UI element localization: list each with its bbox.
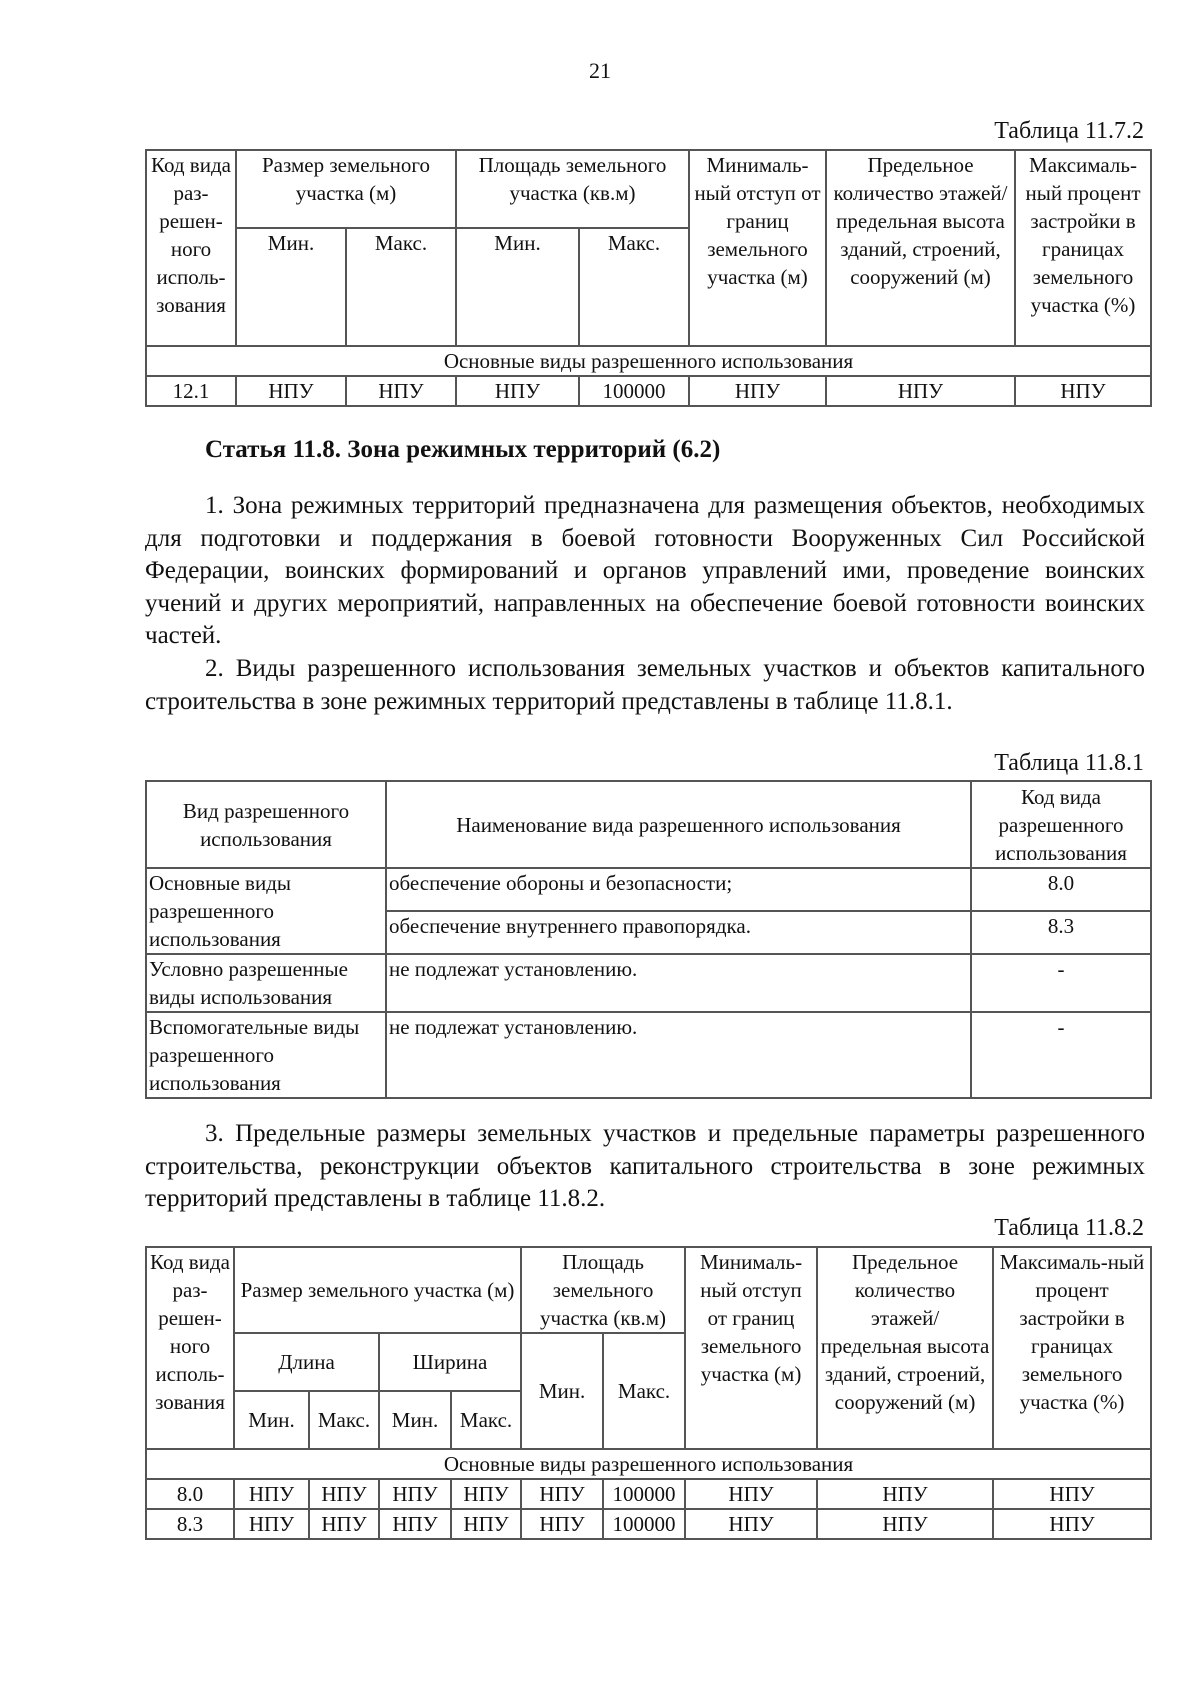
cell: 100000	[579, 376, 689, 406]
paragraph-1: 1. Зона режимных территорий предназначена для размещения объектов, необходимых для подготовки и поддержания в боевой готовности Вооруженных Сил Российской Федерации, воинских формирований и органов управлений ими, проведение воинских учений и других мероприятий, направленных на обеспечение боевой готовности воинских частей.	[145, 492, 1145, 649]
header-code: Код вида разрешенного использования	[971, 781, 1151, 868]
cell: НПУ	[379, 1479, 451, 1509]
header-width: Ширина	[379, 1333, 521, 1391]
header-floors: Предельное количество этажей/ предельная высота зданий, строений, сооружений (м)	[817, 1247, 993, 1449]
cell: НПУ	[346, 376, 456, 406]
header-length-max: Макс.	[309, 1391, 379, 1449]
cell: НПУ	[456, 376, 579, 406]
header-coverage: Максималь-ный процент застройки в границах земельного участка (%)	[1015, 150, 1151, 346]
table-11-8-1-caption: Таблица 11.8.1	[994, 750, 1144, 776]
article-heading: Статья 11.8. Зона режимных территорий (6.2)	[205, 436, 721, 463]
cell: 8.3	[146, 1509, 234, 1539]
paragraph-3: 3. Предельные размеры земельных участков и предельные параметры разрешенного строительства, реконструкции объектов капитального строительства в зоне режимных территорий представлены в таблице 11.8.2.	[145, 1120, 1145, 1212]
type-cell: Основные виды разрешенного использования	[146, 868, 386, 954]
code-cell: 8.0	[971, 868, 1151, 911]
header-width-min: Мин.	[379, 1391, 451, 1449]
header-size-max: Макс.	[346, 228, 456, 346]
name-cell: обеспечение внутреннего правопорядка.	[386, 911, 971, 954]
code-cell: 8.3	[971, 911, 1151, 954]
page-number: 21	[589, 58, 611, 83]
type-cell: Условно разрешенные виды использования	[146, 954, 386, 1012]
cell: НПУ	[1015, 376, 1151, 406]
cell: НПУ	[451, 1509, 521, 1539]
name-cell: не подлежат установлению.	[386, 1012, 971, 1098]
cell: 8.0	[146, 1479, 234, 1509]
cell: НПУ	[826, 376, 1015, 406]
header-coverage: Максималь-ный процент застройки в границах земельного участка (%)	[993, 1247, 1151, 1449]
table-11-7-2	[145, 149, 1152, 407]
table-row	[146, 1479, 1151, 1509]
table-row	[146, 1012, 1151, 1098]
cell: НПУ	[685, 1509, 817, 1539]
cell: НПУ	[689, 376, 826, 406]
header-name: Наименование вида разрешенного использования	[386, 781, 971, 868]
header-type: Вид разрешенного использования	[146, 781, 386, 868]
table-row	[146, 1509, 1151, 1539]
cell: 12.1	[146, 376, 236, 406]
section-row: Основные виды разрешенного использования	[146, 346, 1151, 376]
header-area-max: Макс.	[603, 1333, 685, 1449]
table-11-8-2-caption: Таблица 11.8.2	[994, 1215, 1144, 1241]
cell: НПУ	[521, 1479, 603, 1509]
table-row	[146, 376, 1151, 406]
cell: НПУ	[236, 376, 346, 406]
header-width-max: Макс.	[451, 1391, 521, 1449]
table-11-8-2	[145, 1246, 1152, 1540]
header-length-min: Мин.	[234, 1391, 309, 1449]
header-size-min: Мин.	[236, 228, 346, 346]
cell: НПУ	[521, 1509, 603, 1539]
table-row	[146, 868, 1151, 911]
header-length: Длина	[234, 1333, 379, 1391]
name-cell: обеспечение обороны и безопасности;	[386, 868, 971, 911]
header-area-min: Мин.	[456, 228, 579, 346]
cell: 100000	[603, 1479, 685, 1509]
header-area-max: Макс.	[579, 228, 689, 346]
header-plot-size: Размер земельного участка (м)	[236, 150, 456, 228]
cell: 100000	[603, 1509, 685, 1539]
code-cell: -	[971, 1012, 1151, 1098]
cell: НПУ	[685, 1479, 817, 1509]
section-row: Основные виды разрешенного использования	[146, 1449, 1151, 1479]
paragraph-2: 2. Виды разрешенного использования земельных участков и объектов капитального строительства в зоне режимных территорий представлены в таблице 11.8.1.	[145, 655, 1145, 715]
header-area-min: Мин.	[521, 1333, 603, 1449]
cell: НПУ	[817, 1479, 993, 1509]
header-code: Код вида раз-решен-ного исполь-зования	[146, 150, 236, 346]
cell: НПУ	[993, 1509, 1151, 1539]
cell: НПУ	[309, 1479, 379, 1509]
cell: НПУ	[309, 1509, 379, 1539]
header-setback: Минималь-ный отступ от границ земельного участка (м)	[689, 150, 826, 346]
cell: НПУ	[817, 1509, 993, 1539]
name-cell: не подлежат установлению.	[386, 954, 971, 1012]
header-setback: Минималь-ный отступ от границ земельного участка (м)	[685, 1247, 817, 1449]
table-row	[146, 954, 1151, 1012]
header-plot-area: Площадь земельного участка (кв.м)	[521, 1247, 685, 1333]
header-plot-area: Площадь земельного участка (кв.м)	[456, 150, 689, 228]
type-cell: Вспомогательные виды разрешенного использования	[146, 1012, 386, 1098]
cell: НПУ	[379, 1509, 451, 1539]
cell: НПУ	[451, 1479, 521, 1509]
cell: НПУ	[234, 1509, 309, 1539]
code-cell: -	[971, 954, 1151, 1012]
header-plot-size: Размер земельного участка (м)	[234, 1247, 521, 1333]
header-code: Код вида раз-решен-ного исполь-зования	[146, 1247, 234, 1449]
table-11-8-1	[145, 780, 1152, 1099]
header-floors: Предельное количество этажей/ предельная высота зданий, строений, сооружений (м)	[826, 150, 1015, 346]
table-11-7-2-caption: Таблица 11.7.2	[994, 118, 1144, 144]
cell: НПУ	[993, 1479, 1151, 1509]
cell: НПУ	[234, 1479, 309, 1509]
